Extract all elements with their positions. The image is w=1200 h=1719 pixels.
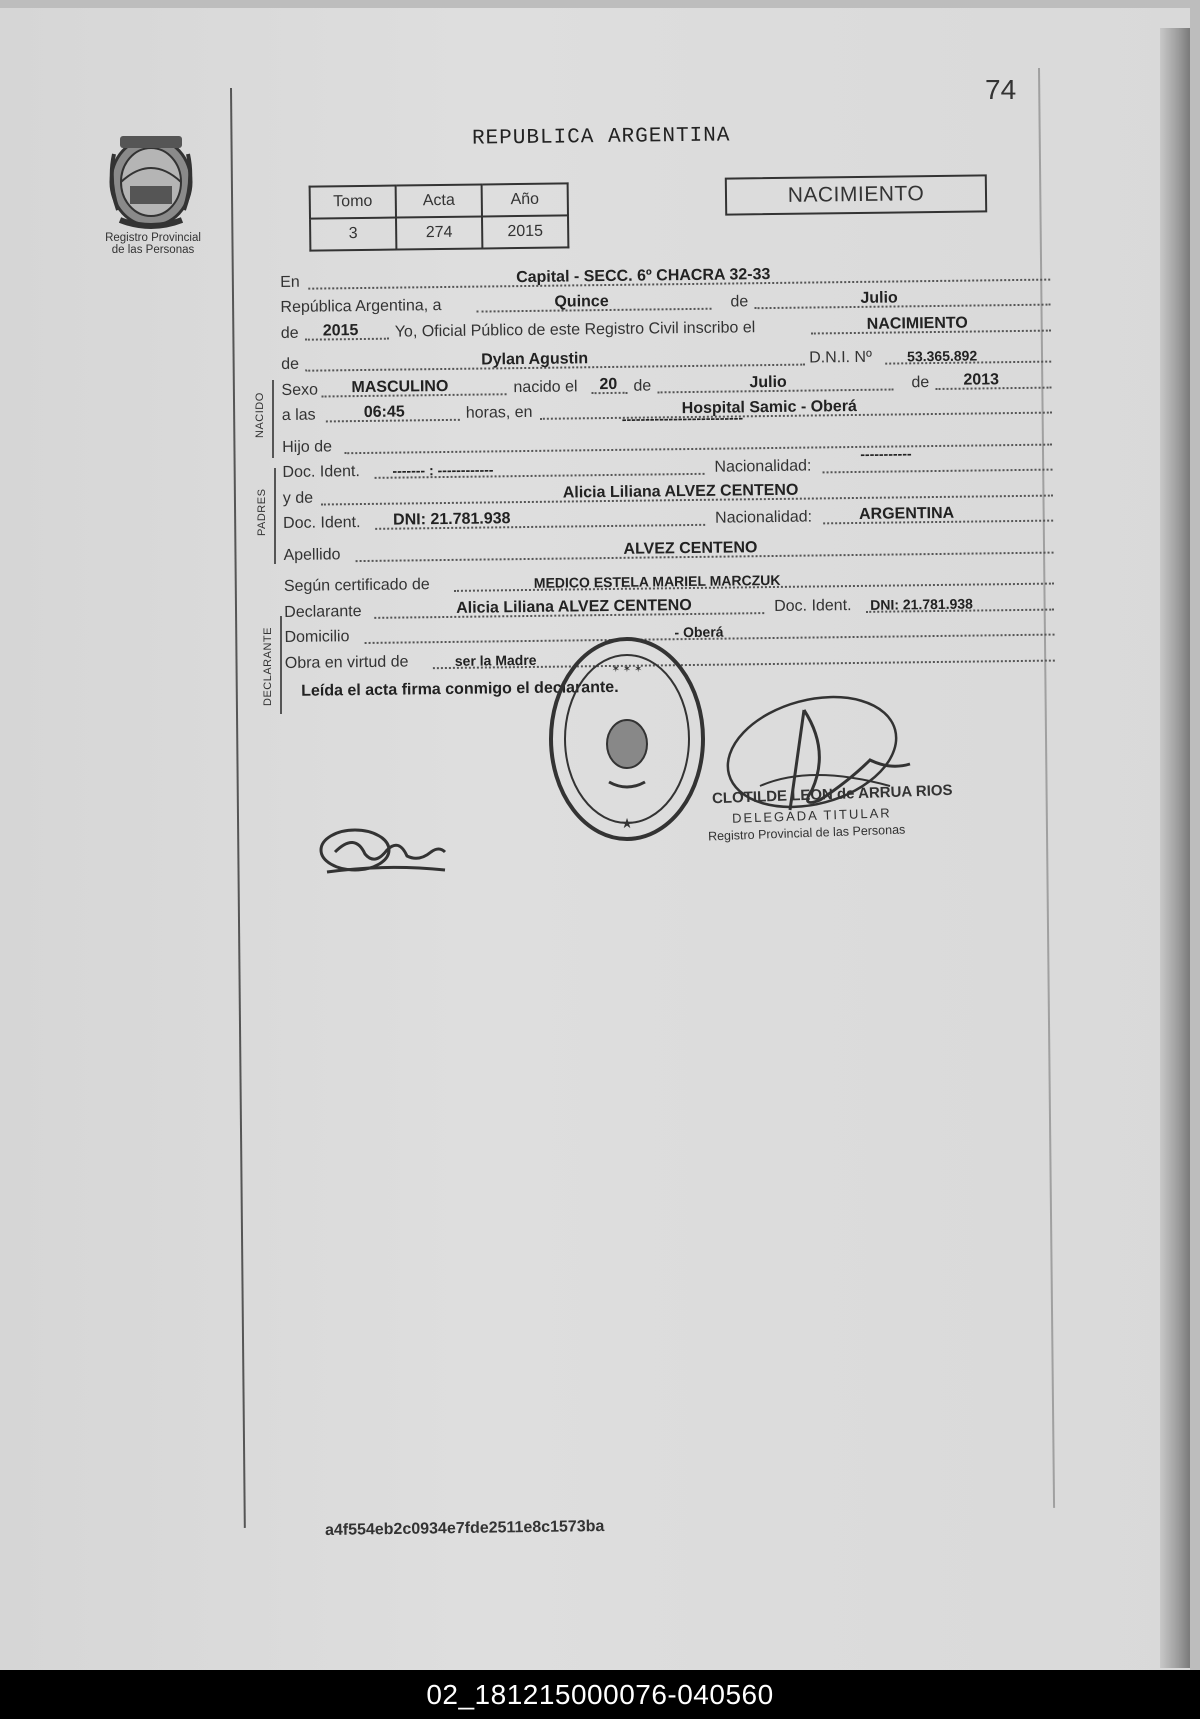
reference-value-acta: 274: [396, 216, 482, 249]
label-segun-certificado: Según certificado de: [283, 576, 430, 595]
label-yo-oficial: Yo, Oficial Público de este Registro Civil inscribo el: [394, 318, 756, 341]
label-y-de: y de: [282, 489, 314, 507]
label-nationality-father: Nacionalidad:: [714, 457, 812, 476]
label-doc-ident-mother: Doc. Ident.: [283, 514, 361, 532]
reference-header-row: [310, 183, 568, 218]
label-republica-a: República Argentina, a: [280, 297, 442, 316]
value-birth-day: 20: [599, 375, 618, 393]
value-father-doc: ------- : ------------: [392, 461, 494, 479]
value-birth-month: Julio: [749, 373, 787, 391]
official-org: Registro Provincial de las Personas: [707, 822, 906, 844]
label-doc-ident-declarant: Doc. Ident.: [774, 596, 852, 615]
label-nacido-el: nacido el: [513, 377, 578, 396]
label-de-birth-year: de: [911, 373, 930, 391]
dotted-line: [755, 304, 1051, 310]
reference-table: [309, 182, 570, 251]
label-de-month: de: [730, 293, 749, 311]
value-month: Julio: [860, 289, 898, 307]
value-mother-doc: DNI: 21.781.938: [392, 510, 511, 529]
label-de-child: de: [281, 355, 300, 373]
official-title: DELEGADA TITULAR: [731, 805, 892, 826]
value-child-dni: 53.365.892: [907, 347, 978, 365]
seal-caption: [88, 232, 218, 256]
section-label-parents: PADRES: [256, 488, 268, 536]
document-title: REPUBLICA ARGENTINA: [471, 124, 731, 151]
value-declarant-doc: DNI: 21.781.938: [870, 595, 973, 613]
value-mother-nationality: ARGENTINA: [858, 504, 955, 523]
dotted-line: [823, 469, 1053, 474]
reference-value-ano: 2015: [482, 215, 568, 248]
value-child-name: Dylan Agustin: [481, 350, 589, 369]
value-father-nationality: -----------: [860, 444, 912, 462]
value-mother-name: Alicia Liliana ALVEZ CENTENO: [562, 481, 799, 502]
value-certificate: MEDICO ESTELA MARIEL MARCZUK: [533, 571, 781, 591]
svg-text:★: ★: [620, 815, 634, 831]
label-hijo-de: Hijo de: [282, 437, 333, 456]
svg-text:✶ ✶ ✶: ✶ ✶ ✶: [611, 664, 643, 675]
label-en: En: [280, 273, 300, 291]
label-obra-en-virtud: Obra en virtud de: [284, 652, 409, 672]
document-id: 02_181215000076-040560: [426, 1679, 774, 1710]
reference-value-tomo: 3: [310, 218, 396, 251]
page-number: 74: [985, 74, 1017, 105]
label-doc-ident-father: Doc. Ident.: [282, 463, 360, 481]
section-label-declarant: DECLARANTE: [262, 627, 274, 706]
provincial-coat-of-arms-icon: [100, 124, 202, 244]
value-year: 2015: [322, 321, 359, 339]
label-domicilio: Domicilio: [284, 628, 350, 646]
section-bar-declarant: [280, 616, 282, 714]
value-address: - Oberá: [674, 623, 724, 641]
closing-statement: Leída el acta firma conmigo el declarante.: [301, 678, 619, 700]
document-hash: a4f554eb2c0934e7fde2511e8c1573ba: [324, 1518, 605, 1539]
section-bar-born: [272, 380, 274, 458]
reference-value-row: [310, 215, 568, 250]
value-birth-time: 06:45: [363, 403, 405, 421]
value-surname: ALVEZ CENTENO: [623, 538, 758, 558]
value-place: Capital - SECC. 6º CHACRA 32-33: [516, 265, 771, 286]
value-father-name: --------------------------: [621, 409, 744, 427]
value-act-type: NACIMIENTO: [866, 314, 968, 333]
label-a-las: a las: [281, 406, 316, 424]
label-dni: D.N.I. Nº: [809, 348, 872, 367]
reference-header-tomo: Tomo: [310, 186, 396, 219]
official-name: CLOTILDE LEON de ARRUA RIOS: [711, 781, 953, 808]
reference-header-acta: Acta: [396, 184, 482, 217]
section-bar-parents: [274, 468, 276, 564]
page-stack-edge: [1160, 28, 1190, 1668]
reference-header-ano: Año: [482, 183, 568, 216]
section-label-born: NACIDO: [254, 392, 266, 438]
label-apellido: Apellido: [283, 545, 341, 564]
label-nationality-mother: Nacionalidad:: [714, 508, 813, 527]
label-de-birth-month: de: [633, 376, 652, 395]
value-birth-year: 2013: [963, 370, 1000, 389]
value-birth-place: Hospital Samic - Oberá: [681, 397, 858, 418]
record-kind-box: NACIMIENTO: [725, 174, 987, 215]
value-declarant-name: Alicia Liliana ALVEZ CENTENO: [456, 596, 692, 617]
label-sexo: Sexo: [281, 381, 319, 399]
seal-caption-line2: de las Personas: [111, 244, 195, 256]
seal-caption-line1: Registro Provincial: [105, 232, 201, 244]
value-sex: MASCULINO: [351, 377, 449, 396]
label-declarante: Declarante: [284, 602, 362, 621]
value-by-virtue: ser la Madre: [454, 651, 537, 669]
label-horas-en: horas, en: [465, 403, 533, 422]
official-stamp-icon: [545, 632, 710, 847]
value-day-words: Quince: [554, 292, 609, 311]
declarant-signature-icon: [315, 822, 455, 882]
label-de-year: de: [280, 324, 299, 342]
